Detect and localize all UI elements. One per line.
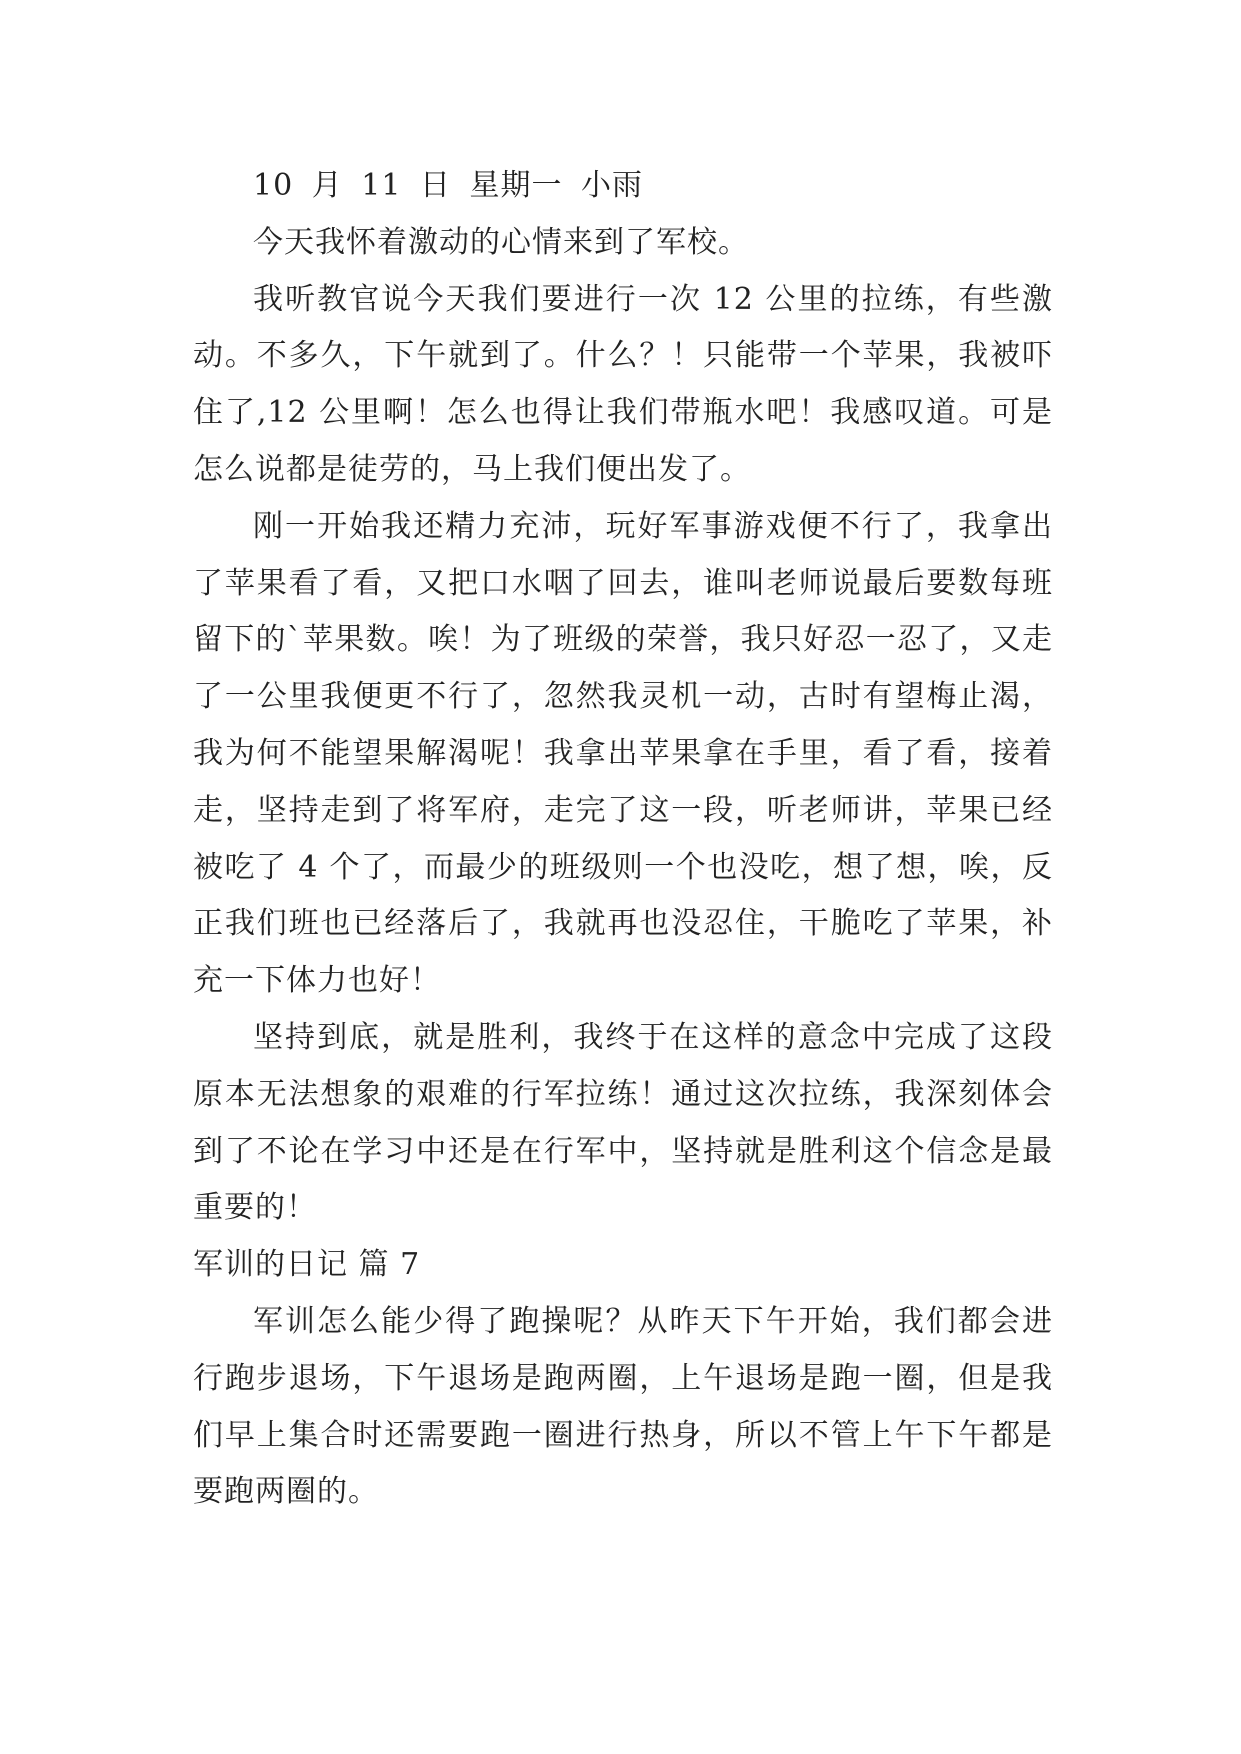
diary-date-line: 10 月 11 日 星期一 小雨	[253, 168, 644, 203]
section-heading: 军训的日记 篇 7	[193, 1247, 421, 1283]
paragraph-running-drill: 军训怎么能少得了跑操呢？从昨天下午开始，我们都会进行跑步退场，下午退场是跑两圈，上午退场是跑一圈，但是我们早上集合时还需要跑一圈进行热身，所以不管上午下午都是要跑两圈的。	[193, 1303, 1053, 1510]
paragraph-march-news: 我听教官说今天我们要进行一次 12 公里的拉练，有些激动。不多久，下午就到了。什么？！只能带一个苹果，我被吓住了,12 公里啊！怎么也得让我们带瓶水吧！我感叹道。可是怎么说都是徒劳的，马上我们便出发了。	[193, 281, 1053, 487]
paragraph-conclusion: 坚持到底，就是胜利，我终于在这样的意念中完成了这段原本无法想象的艰难的行军拉练！通过这次拉练，我深刻体会到了不论在学习中还是在行军中，坚持就是胜利这个信念是最重要的！	[193, 1019, 1053, 1226]
document-body	[193, 158, 1053, 1521]
paragraph-intro: 今天我怀着激动的心情来到了军校。	[253, 224, 749, 260]
paragraph-apple-story: 刚一开始我还精力充沛，玩好军事游戏便不行了，我拿出了苹果看了看，又把口水咽了回去，谁叫老师说最后要数每班留下的`苹果数。唉！为了班级的荣誉，我只好忍一忍了，又走了一公里我便更不行了，忽然我灵机一动，古时有望梅止渴，我为何不能望果解渴呢！我拿出苹果拿在手里，看了看，接着走，坚持走到了将军府，走完了这一段，听老师讲，苹果已经被吃了 4 个了，而最少的班级则一个也没吃，想了想，唉，反正我们班也已经落后了，我就再也没忍住，干脆吃了苹果，补充一下体力也好！	[193, 508, 1053, 999]
